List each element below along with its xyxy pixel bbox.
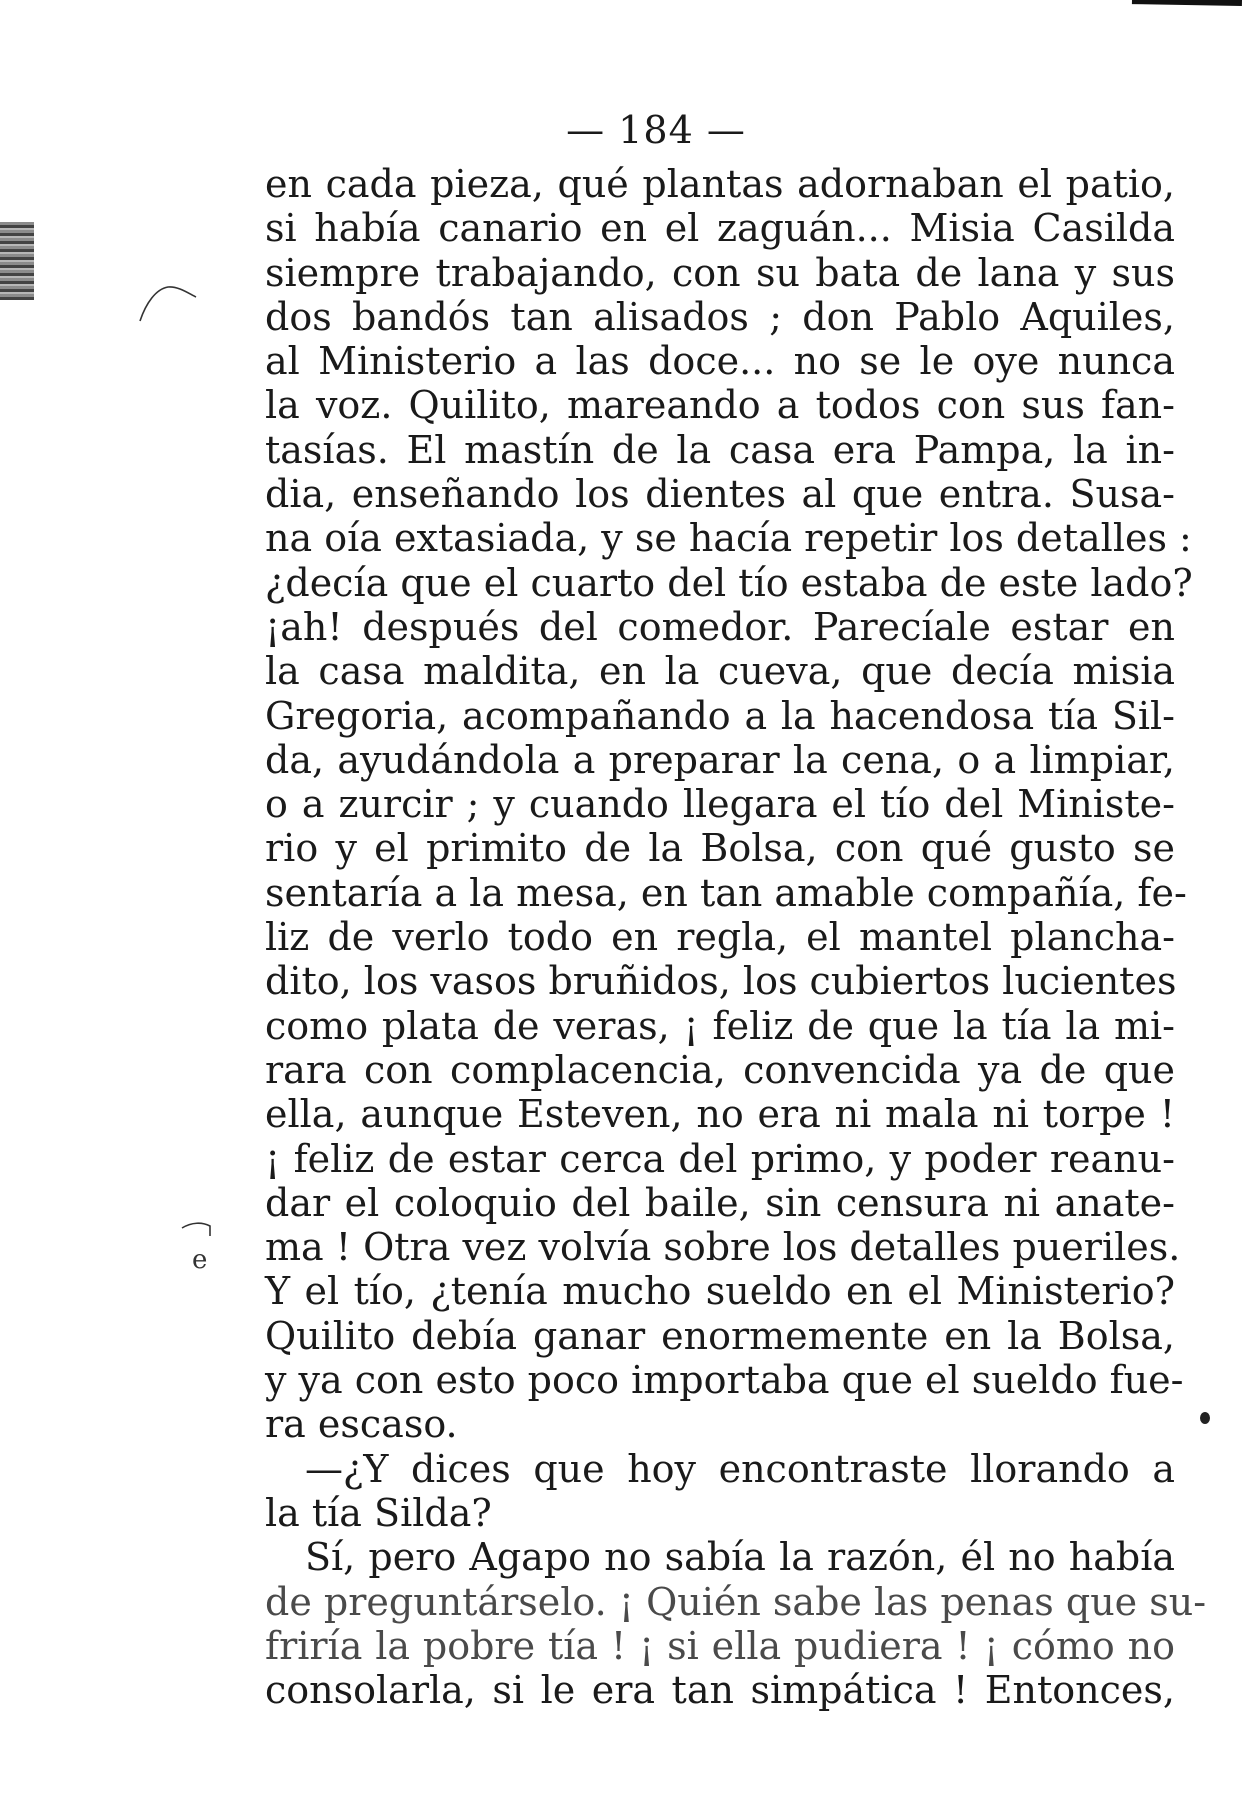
text-line: friría la pobre tía ! ¡ si ella pudiera ! ¡ cómo no — [265, 1623, 1175, 1668]
text-line: Y el tío, ¿tenía mucho sueldo en el Ministerio? — [265, 1269, 1175, 1314]
text-line: dos bandós tan alisados ; don Pablo Aquiles, — [265, 294, 1175, 339]
margin-note: e — [192, 1245, 208, 1275]
text-line: ella, aunque Esteven, no era ni mala ni torpe ! — [265, 1092, 1175, 1137]
text-line: da, ayudándola a preparar la cena, o a limpiar, — [265, 737, 1175, 782]
scan-edge-artifact — [0, 222, 34, 300]
text-line: rara con complacencia, convencida ya de que — [265, 1047, 1175, 1092]
text-line: como plata de veras, ¡ feliz de que la tía la mi- — [265, 1003, 1175, 1048]
text-line: Sí, pero Agapo no sabía la razón, él no había — [305, 1535, 1175, 1580]
page-number: — 184 — — [566, 108, 746, 152]
text-line: dito, los vasos bruñidos, los cubiertos lucientes — [265, 959, 1177, 1004]
text-line: si había canario en el zaguán... Misia Casilda — [265, 206, 1175, 251]
text-line: ¿decía que el cuarto del tío estaba de este lado? — [265, 560, 1193, 605]
text-line: sentaría a la mesa, en tan amable compañía, fe- — [265, 870, 1187, 915]
ink-dot — [1200, 1412, 1210, 1424]
text-line: consolarla, si le era tan simpática ! Entonces, — [265, 1668, 1175, 1713]
text-line: —¿Y dices que hoy encontraste llorando a — [305, 1446, 1175, 1491]
text-line: Quilito debía ganar enormemente en la Bolsa, — [265, 1313, 1175, 1358]
text-line: o a zurcir ; y cuando llegara el tío del Ministe- — [265, 782, 1175, 827]
text-line: ¡ah! después del comedor. Parecíale estar en — [265, 604, 1175, 649]
margin-pencil-mark — [180, 1220, 220, 1290]
text-line: ma ! Otra vez volvía sobre los detalles pueriles. — [265, 1225, 1181, 1270]
text-line: ra escaso. — [265, 1402, 458, 1447]
body-text — [265, 162, 1207, 1713]
text-line: dia, enseñando los dientes al que entra. Susa- — [265, 472, 1175, 517]
text-line: en cada pieza, qué plantas adornaban el patio, — [265, 162, 1175, 206]
text-line: y ya con esto poco importaba que el sueldo fue- — [265, 1358, 1184, 1403]
text-line: al Ministerio a las doce... no se le oye nunca — [265, 339, 1175, 384]
text-line: siempre trabajando, con su bata de lana y sus — [265, 250, 1175, 295]
text-line: rio y el primito de la Bolsa, con qué gusto se — [265, 826, 1175, 871]
text-line: na oía extasiada, y se hacía repetir los detalles : — [265, 516, 1192, 561]
text-line: la casa maldita, en la cueva, que decía misia — [265, 649, 1175, 694]
scan-corner-mark — [1132, 0, 1242, 6]
text-line: Gregoria, acompañando a la hacendosa tía Sil- — [265, 693, 1175, 738]
text-line: de preguntárselo. ¡ Quién sabe las penas que su- — [265, 1579, 1207, 1624]
text-line: liz de verlo todo en regla, el mantel plancha- — [265, 915, 1175, 960]
text-line: la tía Silda? — [265, 1490, 492, 1535]
text-line: ¡ feliz de estar cerca del primo, y poder reanu- — [265, 1136, 1175, 1181]
text-line: la voz. Quilito, mareando a todos con sus fan- — [265, 383, 1175, 428]
text-line: tasías. El mastín de la casa era Pampa, la in- — [265, 427, 1175, 472]
pencil-hook-mark — [138, 283, 198, 323]
text-line: dar el coloquio del baile, sin censura ni anate- — [265, 1180, 1175, 1225]
